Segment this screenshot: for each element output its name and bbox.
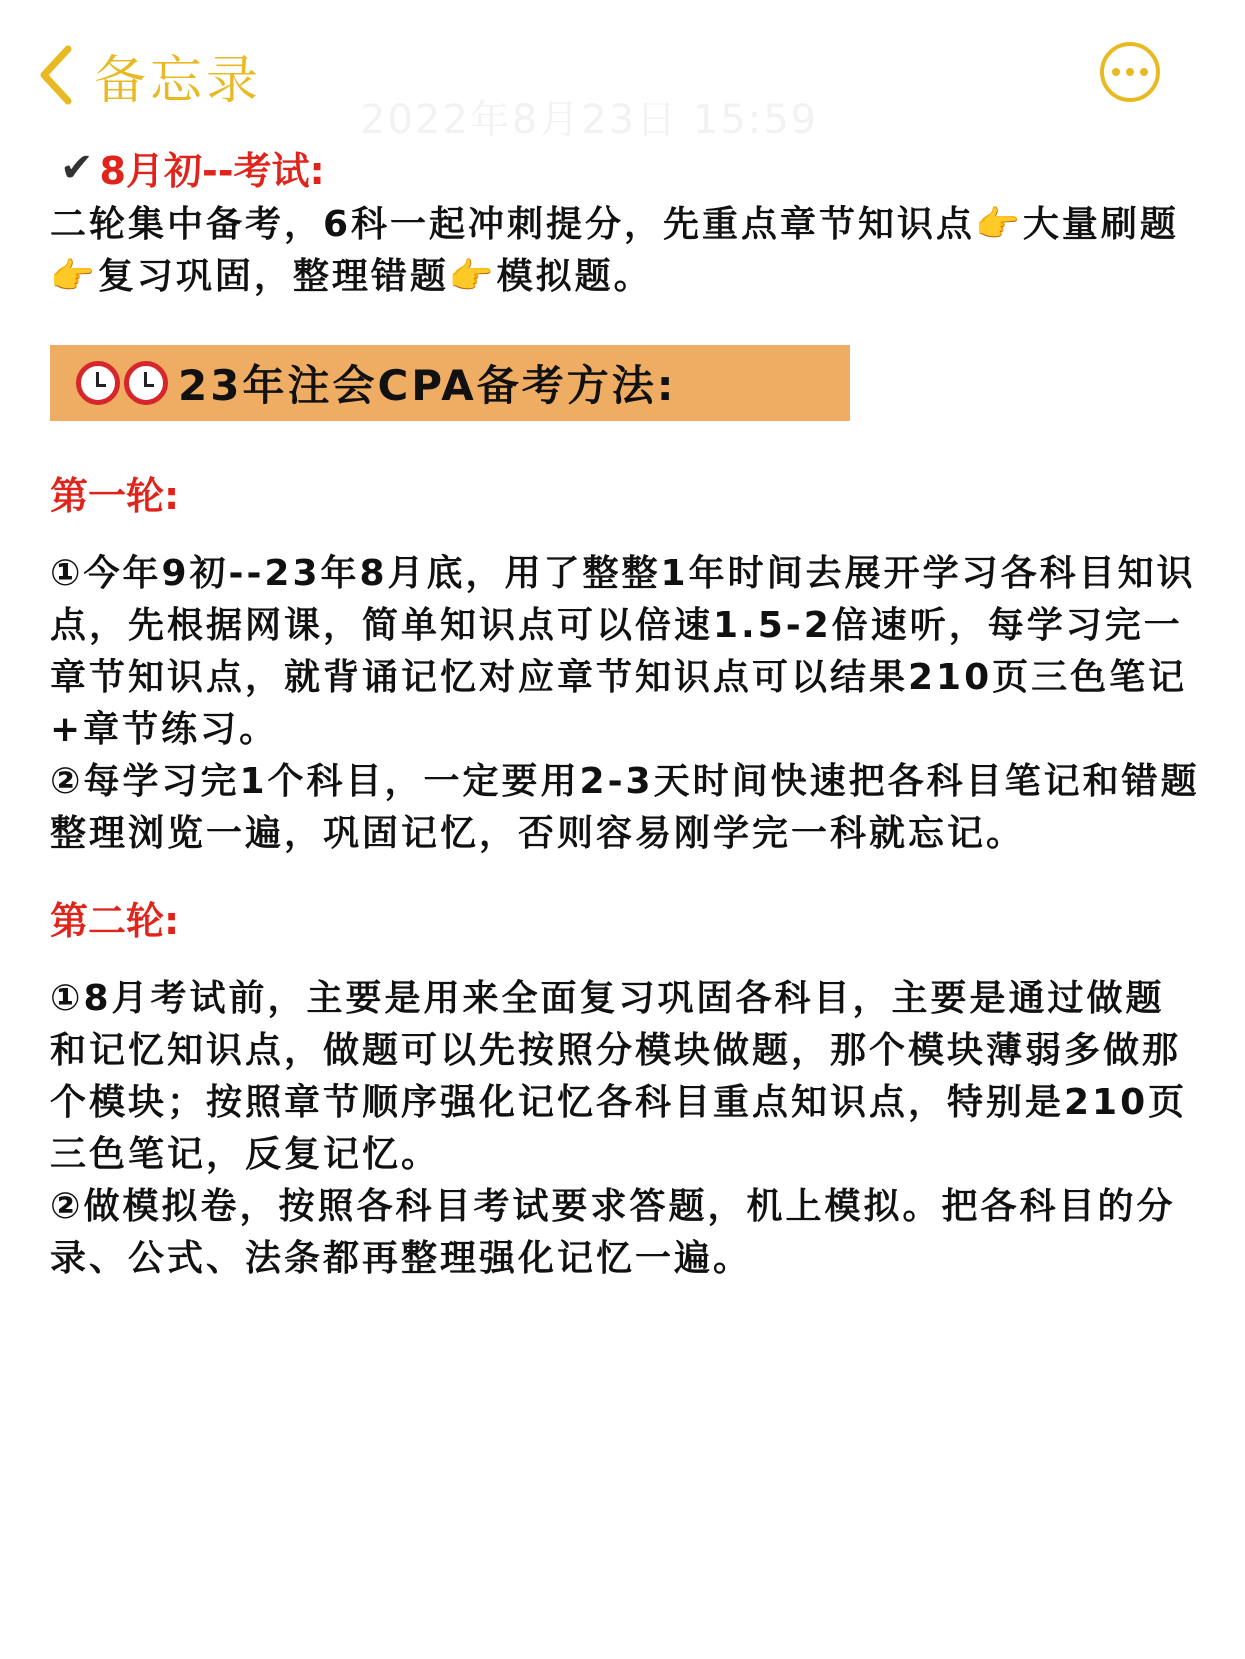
exam-heading xyxy=(60,140,1200,195)
more-button[interactable] xyxy=(1100,42,1160,102)
round-two-heading: 第二轮: xyxy=(50,899,180,943)
round-one-paragraph: ②每学习完1个科目，一定要用2-3天时间快速把各科目笔记和错题整理浏览一遍，巩固记忆，否则容易刚学完一科就忘记。 xyxy=(50,761,1200,854)
round-one-heading: 第一轮: xyxy=(50,474,180,518)
exam-title: 8月初--考试: xyxy=(99,149,325,193)
back-button[interactable] xyxy=(38,40,262,110)
round-one-paragraph: ①今年9初--23年8月底，用了整整1年时间去展开学习各科目知识点，先根据网课，简单知识点可以倍速1.5-2倍速听，每学习完一章节知识点，就背诵记忆对应章节知识点可以结果210页三色笔记+章节练习。 xyxy=(50,553,1196,750)
chevron-left-icon xyxy=(38,45,72,105)
banner-title: 23年注会CPA备考方法: xyxy=(178,361,677,410)
round-two-paragraph: ①8月考试前，主要是用来全面复习巩固各科目，主要是通过做题和记忆知识点，做题可以先按照分模块做题，那个模块薄弱多做那个模块；按照章节顺序强化记忆各科目重点知识点，特别是210页三色笔记，反复记忆。 xyxy=(50,978,1188,1175)
top-bar xyxy=(0,0,1245,143)
alarm-clock-icon xyxy=(124,361,168,405)
back-label: 备忘录 xyxy=(94,50,263,111)
note-content[interactable] xyxy=(50,130,1200,1285)
method-banner xyxy=(50,345,850,421)
check-icon: ✔ xyxy=(60,144,94,191)
more-icon xyxy=(1112,68,1120,76)
note-timestamp: 2022年8月23日 15:59 xyxy=(360,97,819,143)
alarm-clock-icon xyxy=(76,361,120,405)
round-two-paragraph: ②做模拟卷，按照各科目考试要求答题，机上模拟。把各科目的分录、公式、法条都再整理强化记忆一遍。 xyxy=(50,1186,1176,1279)
exam-body: 二轮集中备考，6科一起冲刺提分，先重点章节知识点👉大量刷题👉复习巩固，整理错题👉模拟题。 xyxy=(50,204,1179,297)
